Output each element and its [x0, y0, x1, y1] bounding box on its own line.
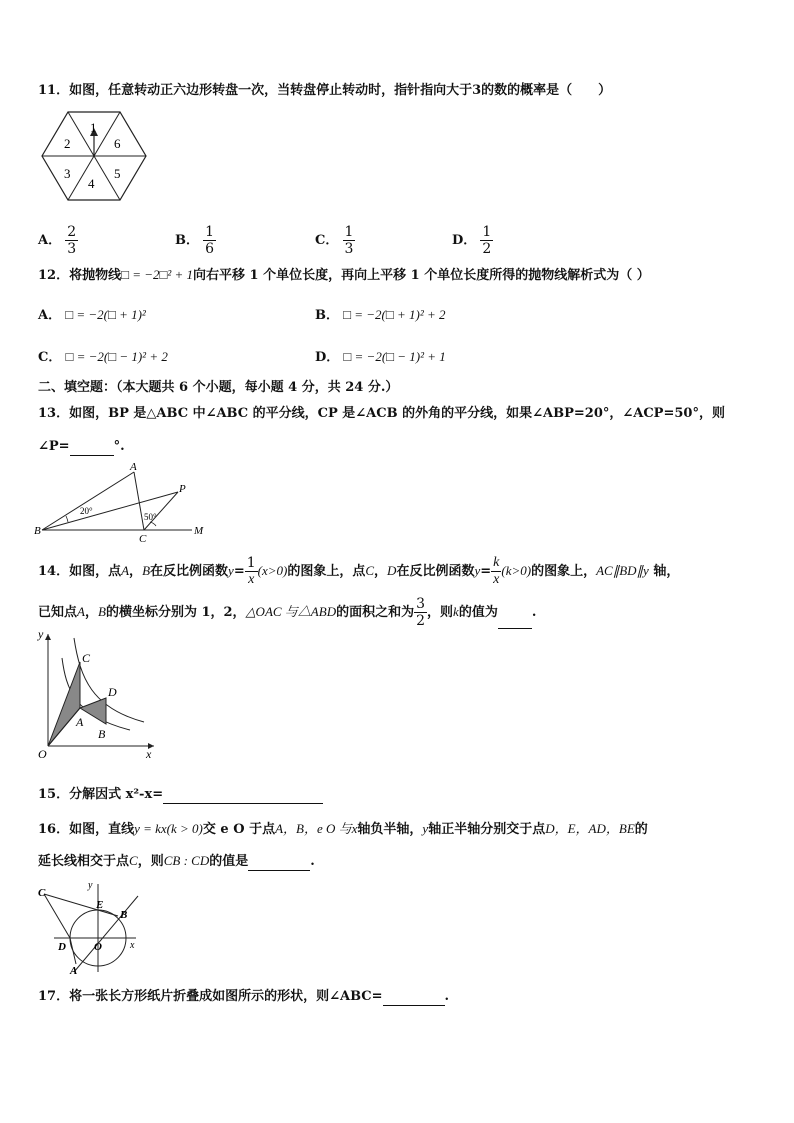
- q11-option-d: D． $\frac{1}{2}$: [452, 224, 492, 257]
- point-label-c: C: [82, 651, 91, 665]
- point-label-a: A: [130, 461, 137, 473]
- axis-label-x: x: [146, 747, 152, 761]
- angle-arc: [150, 522, 156, 526]
- point-label-d: D: [108, 685, 117, 699]
- segment-ba: [42, 472, 134, 530]
- q12-option-b: B． □ = −2(□ + 1)² + 2: [315, 307, 446, 323]
- answer-blank[interactable]: [498, 628, 532, 629]
- point-label-c: C: [38, 887, 46, 899]
- point-label-d: D: [58, 941, 66, 953]
- q11-option-b: B． $\frac{1}{6}$: [175, 224, 215, 257]
- angle-arc: [66, 516, 68, 522]
- sector-label: 5: [114, 166, 121, 181]
- triangle-oac: [48, 662, 80, 746]
- sector-label: 1: [90, 120, 97, 135]
- point-label-c: C: [139, 533, 147, 544]
- q14-graph-figure: [34, 628, 158, 762]
- sector-label: 6: [114, 136, 121, 151]
- segment-bp: [42, 492, 178, 530]
- angle-label: 20°: [80, 506, 93, 516]
- q16-stem-line2: 延长线相交于点C，则CB : CD的值是 .: [38, 853, 315, 869]
- hexagon-spinner-figure: [38, 108, 150, 204]
- q14-stem: 14．如图，点A，B在反比例函数y= $\frac{1}{x}$ (x>0)的图象上，点C，D在反比例函数y= $\frac{k}{x}$ (k>0)的图象上，AC∥BD∥y 轴，: [38, 555, 680, 587]
- q17-stem: 17．将一张长方形纸片折叠成如图所示的形状，则∠ABC= .: [38, 989, 450, 1004]
- axis-label-y: y: [38, 628, 44, 641]
- answer-blank[interactable]: [383, 1005, 445, 1006]
- sector-label: 4: [88, 176, 95, 191]
- answer-blank[interactable]: [248, 870, 310, 871]
- point-label-p: P: [179, 483, 186, 495]
- q13-triangle-figure: [34, 460, 204, 544]
- triangle-abd: [80, 698, 106, 724]
- q13-stem: 13．如图，BP 是△ABC 中∠ABC 的平分线，CP 是∠ACB 的外角的平分线，如果∠ABP=20°，∠ACP=50°，则: [38, 406, 725, 421]
- axis-label-x: x: [130, 940, 135, 951]
- point-label-m: M: [194, 525, 204, 537]
- point-label-b: B: [98, 727, 106, 741]
- answer-blank[interactable]: [163, 803, 323, 804]
- q14-stem-line2: 已知点A，B的横坐标分别为 1，2，△OAC 与△ABD的面积之和为 $\frac{3}{2}$ ，则k的值为 .: [38, 596, 537, 629]
- q12-option-a: A． □ = −2(□ + 1)²: [38, 307, 146, 323]
- point-label-o: O: [94, 941, 102, 953]
- q13-stem-line2: ∠P= °.: [38, 439, 125, 454]
- y-axis-arrow-icon: [45, 634, 51, 640]
- section-heading: 二、填空题：（本大题共 6 个小题，每小题 4 分，共 24 分.）: [38, 380, 399, 395]
- angle-label: 50°: [144, 512, 157, 522]
- sector-label: 2: [64, 136, 71, 151]
- axis-label-y: y: [88, 880, 93, 891]
- line-ab: [74, 896, 138, 972]
- segment-cp: [144, 492, 178, 530]
- q12-stem: 12．将抛物线□ = −2□² + 1向右平移 1 个单位长度，再向上平移 1 个单位长度所得的抛物线解析式为（ ）: [38, 267, 650, 283]
- sector-label: 3: [64, 166, 71, 181]
- q15-stem: 15．分解因式 x²-x=: [38, 786, 323, 804]
- point-label-a: A: [70, 965, 78, 976]
- point-label-b: B: [34, 525, 41, 537]
- point-label-b: B: [120, 909, 128, 921]
- q11-option-a: A． $\frac{2}{3}$: [38, 224, 77, 257]
- point-label-a: A: [76, 715, 84, 729]
- q12-option-d: D． □ = −2(□ − 1)² + 1: [315, 349, 446, 365]
- q16-circle-figure: [34, 876, 140, 976]
- q11-option-c: C． $\frac{1}{3}$: [315, 224, 354, 257]
- segment-ac: [134, 472, 144, 530]
- q12-option-c: C． □ = −2(□ − 1)² + 2: [38, 349, 168, 365]
- answer-blank[interactable]: [70, 455, 114, 456]
- point-label-e: E: [96, 899, 104, 911]
- q11-stem: 11．如图，任意转动正六边形转盘一次，当转盘停止转动时，指针指向大于3的数的概率是（ ）: [38, 83, 612, 98]
- origin-label: O: [38, 747, 47, 761]
- q16-stem: 16．如图，直线y = kx(k > 0)交 e O 于点A，B，e O 与x轴负半轴，y轴正半轴分别交于点D，E，AD，BE的: [38, 821, 648, 837]
- segment-da: [70, 938, 76, 964]
